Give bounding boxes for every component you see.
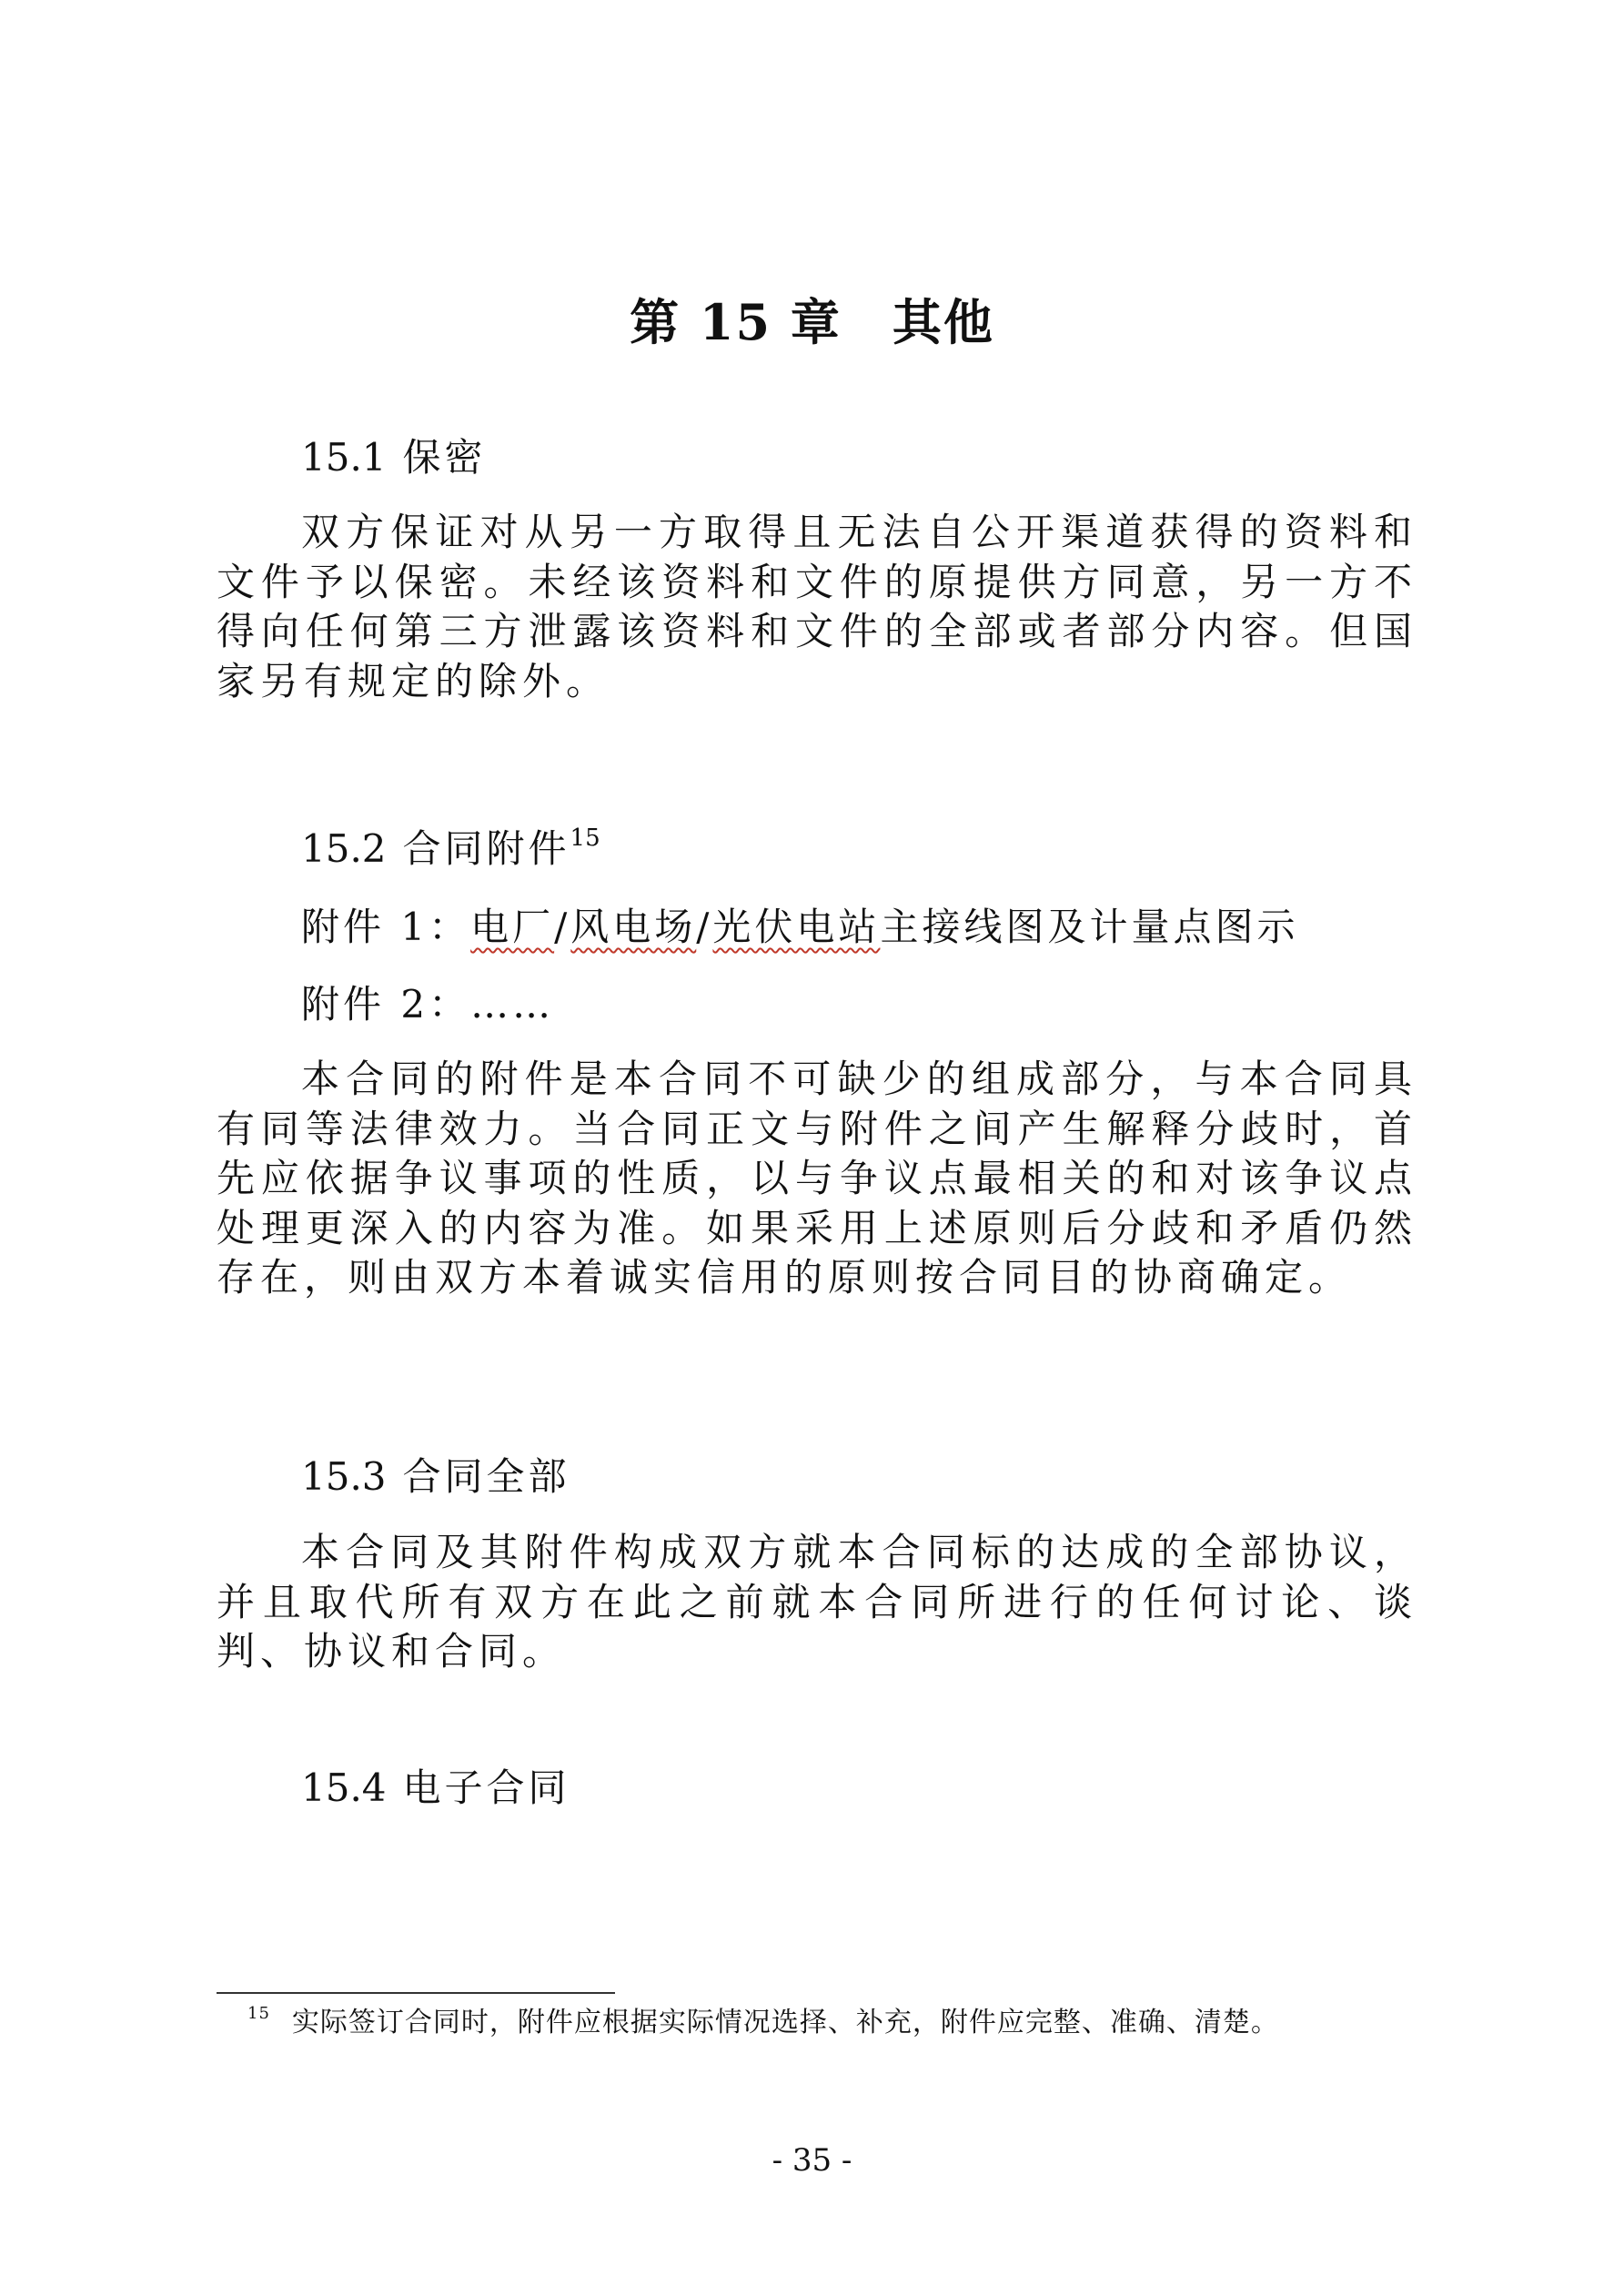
section-title: 合同全部 [402,1454,570,1499]
footnote [247,1999,1279,2039]
chapter-title-prefix: 第 15 章 [630,293,842,351]
attachment-1-line [217,903,1502,953]
section-heading-15-2 [217,824,1502,875]
attachment-1-rest: 主接线图及计量点图示 [880,905,1299,949]
section-title: 合同附件 [402,826,570,871]
attachment-1-part-wind-farm: 风电场 [570,905,697,949]
attachment-2-line [217,980,1502,1030]
attachment-1-part-pv-station: 光伏电站 [712,905,881,949]
paragraph-attachments: 本合同的附件是本合同不可缺少的组成部分，与本合同具有同等法律效力。当合同正文与附件之间产生解释分歧时，首先应依据争议事项的性质，以与争议点最相关的和对该争议点处理更深入的内容为准。如果采用上述原则后分歧和矛盾仍然存在，则由双方本着诚实信用的原则按合同目的协商确定。 [217,1057,1417,1300]
chapter-title [0,284,1624,354]
section-number: 15.1 [301,435,387,480]
paragraph-entire-agreement: 本合同及其附件构成双方就本合同标的达成的全部协议，并且取代所有双方在此之前就本合同所进行的任何讨论、谈判、协议和合同。 [217,1530,1417,1674]
section-number: 15.2 [301,826,387,871]
attachment-2-label: 附件 2： [301,982,471,1027]
attachment-1-separator: / [696,905,713,949]
attachment-1-label: 附件 1： [301,905,471,949]
section-title: 保密 [402,435,487,480]
footnote-separator [217,1992,615,1994]
paragraph-confidentiality: 双方保证对从另一方取得且无法自公开渠道获得的资料和文件予以保密。未经该资料和文件的原提供方同意，另一方不得向任何第三方泄露该资料和文件的全部或者部分内容。但国家另有规定的除外。 [217,510,1417,703]
section-title: 电子合同 [402,1765,570,1810]
page-number: - 35 - [772,2142,852,2179]
footnote-reference[interactable]: 15 [570,824,600,852]
section-number: 15.3 [301,1454,387,1499]
section-heading-15-3 [217,1452,1502,1502]
section-heading-15-1 [217,433,1502,483]
chapter-title-name: 其他 [892,293,994,351]
footnote-number: 15 [247,2004,270,2023]
section-number: 15.4 [301,1765,387,1810]
attachment-1-part-power-plant: 电厂 [470,905,555,949]
section-heading-15-4 [217,1764,1502,1814]
footnote-text: 实际签订合同时，附件应根据实际情况选择、补充，附件应完整、准确、清楚。 [291,2007,1279,2038]
attachment-1-separator: / [554,905,571,949]
attachment-2-value: …… [470,982,555,1027]
